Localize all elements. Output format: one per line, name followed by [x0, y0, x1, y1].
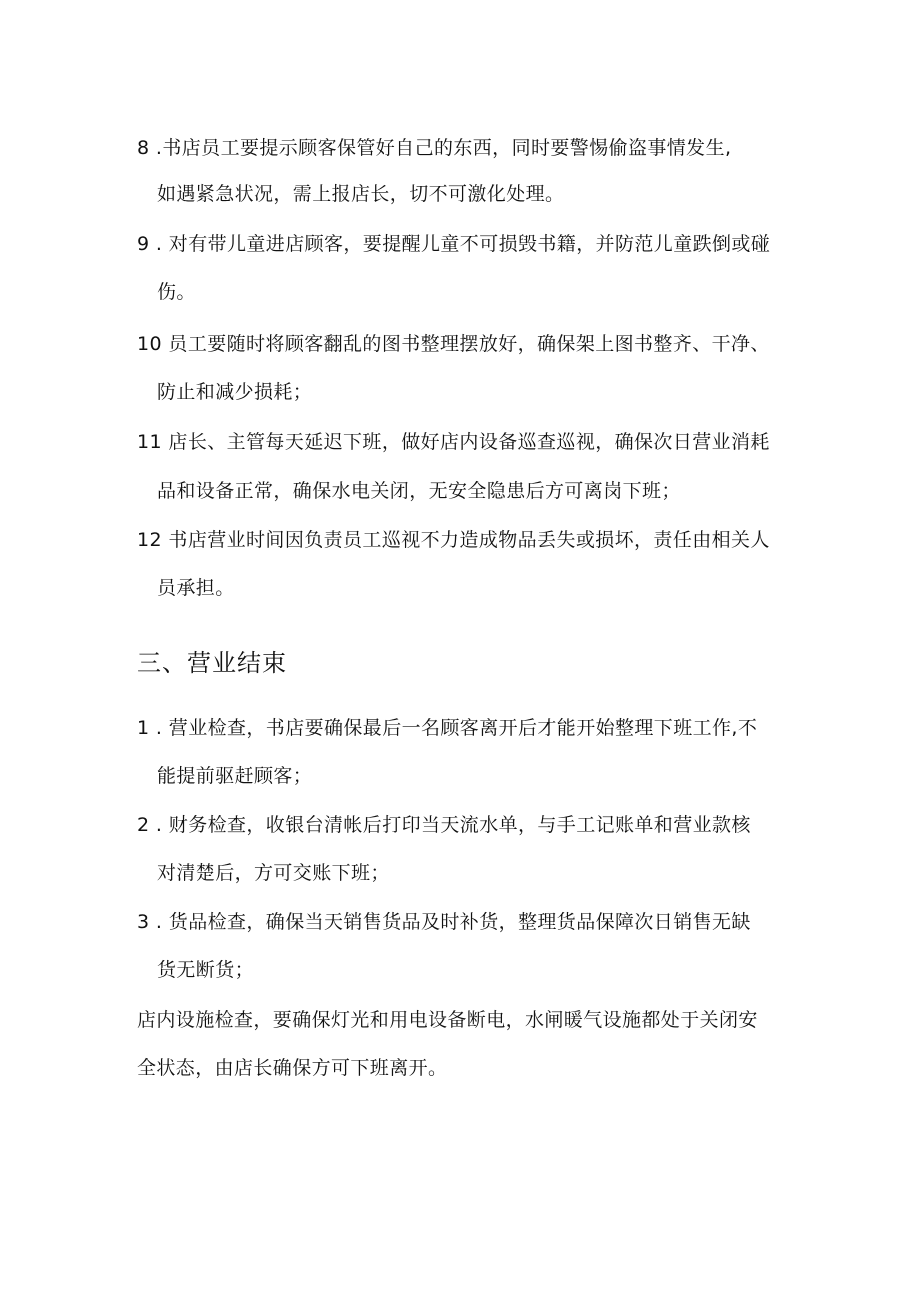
section-heading: 三、营业结束	[137, 649, 287, 677]
list-item-line: 3 . 货品检查，确保当天销售货品及时补货，整理货品保障次日销售无缺	[137, 911, 751, 933]
closing-paragraph-line: 全状态，由店长确保方可下班离开。	[137, 1057, 448, 1079]
list-item-continuation: 伤。	[157, 281, 196, 303]
list-item-line: 10 员工要随时将顾客翻乱的图书整理摆放好，确保架上图书整齐、干净、	[137, 333, 770, 355]
list-item-continuation: 防止和减少损耗；	[157, 381, 313, 403]
list-item-line: 1 . 营业检查，书店要确保最后一名顾客离开后才能开始整理下班工作,不	[137, 717, 758, 739]
list-item-continuation: 货无断货；	[157, 959, 255, 981]
list-item-line: 8 .书店员工要提示顾客保管好自己的东西，同时要警惕偷盗事情发生,	[137, 137, 732, 159]
list-item-continuation: 如遇紧急状况，需上报店长，切不可激化处理。	[157, 183, 565, 205]
list-item-continuation: 员承担。	[157, 577, 235, 599]
list-item-line: 2 . 财务检查，收银台清帐后打印当天流水单，与手工记账单和营业款核	[137, 814, 751, 836]
list-item-continuation: 对清楚后，方可交账下班；	[157, 862, 390, 884]
list-item-continuation: 品和设备正常，确保水电关闭，无安全隐患后方可离岗下班；	[157, 480, 681, 502]
closing-paragraph-line: 店内设施检查，要确保灯光和用电设备断电，水闸暖气设施都处于关闭安	[137, 1009, 758, 1031]
list-item-line: 11 店长、主管每天延迟下班，做好店内设备巡查巡视，确保次日营业消耗	[137, 431, 770, 453]
list-item-line: 12 书店营业时间因负责员工巡视不力造成物品丢失或损坏，责任由相关人	[137, 529, 770, 551]
list-item-line: 9 . 对有带儿童进店顾客，要提醒儿童不可损毁书籍，并防范儿童跌倒或碰	[137, 233, 771, 255]
list-item-continuation: 能提前驱赶顾客；	[157, 765, 313, 787]
